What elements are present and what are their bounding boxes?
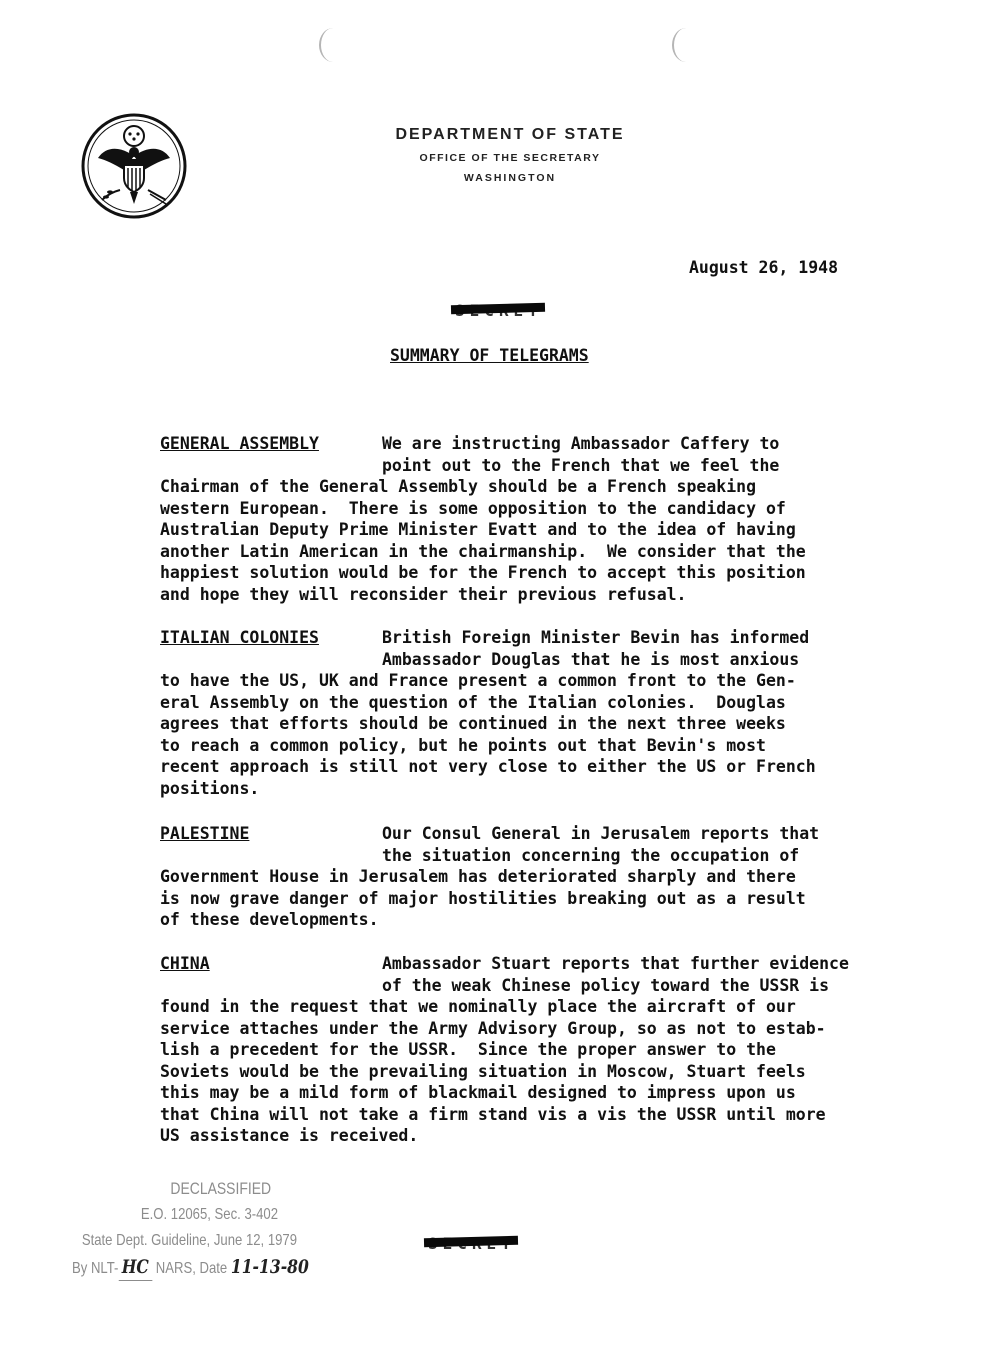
body-line: point out to the French that we feel the <box>382 455 780 475</box>
body-line: Ambassador Stuart reports that further evidence <box>382 954 849 973</box>
body-line: Our Consul General in Jerusalem reports that <box>382 824 820 843</box>
body-line: happiest solution would be for the French to accept this position <box>160 563 806 582</box>
office-subtitle: OFFICE OF THE SECRETARY <box>419 152 601 164</box>
body-line: service attaches under the Army Advisory Group, so as not to estab- <box>160 1018 826 1038</box>
section-heading: CHINA <box>160 954 210 973</box>
section-heading: PALESTINE <box>160 824 250 843</box>
body-line: the situation concerning the occupation of <box>382 845 800 865</box>
letterhead <box>340 126 680 184</box>
body-line: found in the request that we nominally place the aircraft of our <box>160 997 796 1016</box>
section-italian-colonies <box>160 627 900 799</box>
section-palestine <box>160 823 900 931</box>
body-line: Soviets would be the prevailing situation in Moscow, Stuart feels <box>160 1061 806 1081</box>
punch-mark <box>672 28 700 62</box>
section-general-assembly <box>160 433 900 605</box>
document-title: SUMMARY OF TELEGRAMS <box>390 346 589 365</box>
city-subtitle: WASHINGTON <box>463 172 557 184</box>
great-seal-emblem <box>80 112 188 220</box>
body-line: agrees that efforts should be continued in the next three weeks <box>160 714 786 733</box>
body-line: Government House in Jerusalem has deteriorated sharply and there <box>160 867 796 886</box>
body-line: eral Assembly on the question of the Italian colonies. Douglas <box>160 692 786 712</box>
body-line: that China will not take a firm stand vis a vis the USSR until more <box>160 1104 826 1124</box>
by-label: By NLT- <box>72 1260 119 1277</box>
declassified-label: DECLASSIFIED <box>170 1179 272 1198</box>
handwritten-initials: HC <box>118 1254 152 1281</box>
body-line: positions. <box>160 778 260 798</box>
section-heading: GENERAL ASSEMBLY <box>160 434 319 453</box>
body-line: to reach a common policy, but he points out that Bevin's most <box>160 735 766 755</box>
body-line: recent approach is still not very close to either the US or French <box>160 757 816 776</box>
authorization-line <box>72 1254 309 1282</box>
punch-mark <box>319 28 347 62</box>
body-line: of the weak Chinese policy toward the USSR is <box>382 975 830 995</box>
declassification-stamp <box>72 1176 309 1282</box>
body-line: this may be a mild form of blackmail designed to impress upon us <box>160 1083 796 1102</box>
body-line: another Latin American in the chairmanship. We consider that the <box>160 541 806 561</box>
classification-marking-bottom <box>428 1234 516 1253</box>
body-line: to have the US, UK and France present a common front to the Gen- <box>160 671 796 690</box>
body-line: Australian Deputy Prime Minister Evatt and to the idea of having <box>160 520 796 539</box>
handwritten-date: 11-13-80 <box>230 1256 309 1278</box>
guideline-line: State Dept. Guideline, June 12, 1979 <box>81 1232 298 1249</box>
classification-marking-top <box>455 301 543 320</box>
body-line: Ambassador Douglas that he is most anxious <box>382 649 800 669</box>
body-line: lish a precedent for the USSR. Since the proper answer to the <box>160 1040 776 1059</box>
document-date: August 26, 1948 <box>689 258 839 277</box>
body-line: and hope they will reconsider their previous refusal. <box>160 584 687 604</box>
body-line: western European. There is some opposition to the candidacy of <box>160 498 786 518</box>
body-line: of these developments. <box>160 910 379 929</box>
body-line: Chairman of the General Assembly should be a French speaking <box>160 477 757 496</box>
body-line: British Foreign Minister Bevin has informed <box>382 628 810 647</box>
section-china <box>160 953 900 1147</box>
nars-date-label: NARS, Date <box>155 1260 228 1277</box>
executive-order-line: E.O. 12065, Sec. 3-402 <box>140 1206 278 1223</box>
body-line: is now grave danger of major hostilities breaking out as a result <box>160 888 806 908</box>
department-title: DEPARTMENT OF STATE <box>395 126 625 143</box>
body-line: US assistance is received. <box>160 1126 419 1145</box>
section-heading: ITALIAN COLONIES <box>160 628 319 647</box>
body-line: We are instructing Ambassador Caffery to <box>382 434 780 453</box>
